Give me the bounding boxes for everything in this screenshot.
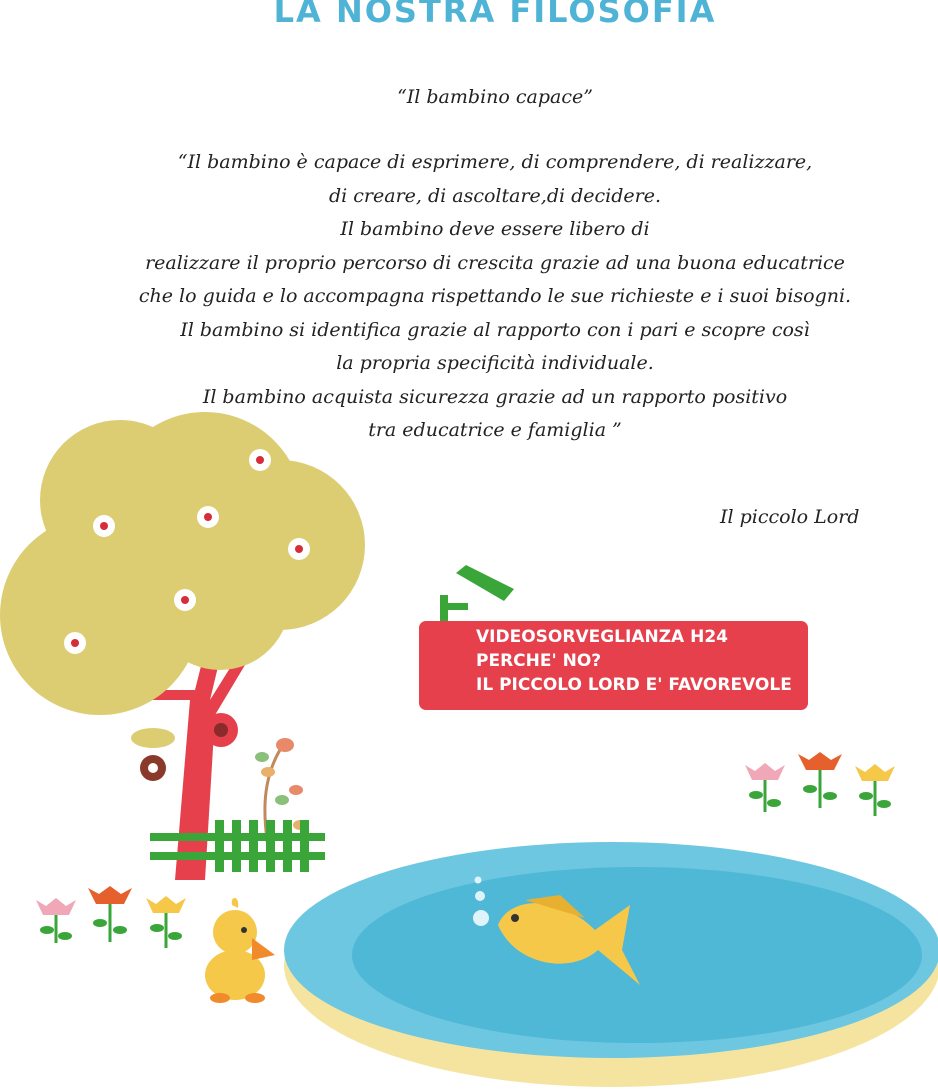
red-flower-icon — [204, 713, 238, 747]
branch-leaves-icon — [255, 738, 307, 870]
pond-illustration — [284, 842, 938, 1087]
promo-line: VIDEOSORVEGLIANZA H24 — [476, 627, 728, 647]
security-camera-icon — [438, 565, 518, 623]
duck-icon — [205, 898, 275, 1003]
quote-line: realizzare il proprio percorso di crescita grazie ad una buona educatrice — [145, 251, 845, 274]
promo-line: PERCHE' NO? — [476, 651, 602, 671]
quote-line: che lo guida e lo accompagna rispettando le sue richieste e i suoi bisogni. — [138, 285, 852, 307]
quote-line: Il bambino si identifica grazie al rapporto con i pari e scopre così — [180, 318, 810, 341]
tulips-left-illustration — [36, 886, 186, 948]
video-surveillance-banner[interactable] — [419, 621, 808, 710]
philosophy-quote — [0, 146, 938, 448]
quote-line: Il bambino deve essere libero di — [340, 218, 650, 240]
promo-line: IL PICCOLO LORD E' FAVOREVOLE — [476, 675, 792, 695]
quote-line: di creare, di ascoltare,di decidere. — [329, 184, 661, 207]
tulips-right-illustration — [745, 752, 895, 816]
quote-line: tra educatrice e famiglia ” — [368, 419, 622, 441]
quote-title: “Il bambino capace” — [397, 86, 593, 108]
signature: Il piccolo Lord — [720, 506, 860, 528]
quote-line: la propria specificità individuale. — [336, 352, 654, 374]
brown-flower-icon — [140, 755, 166, 781]
quote-line: “Il bambino è capace di esprimere, di comprendere, di realizzare, — [177, 151, 813, 173]
page-title: LA NOSTRA FILOSOFIA — [273, 0, 717, 30]
tree-illustration — [0, 412, 365, 880]
quote-line: Il bambino acquista sicurezza grazie ad un rapporto positivo — [202, 385, 788, 408]
